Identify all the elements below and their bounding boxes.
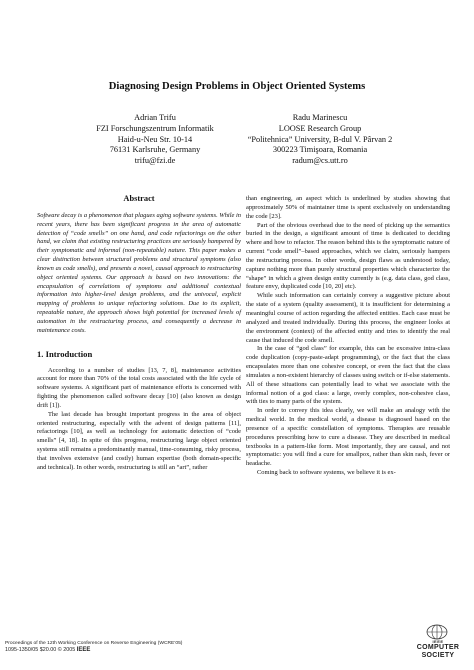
- author-affiliation: FZI Forschungszentrum Informatik: [96, 123, 214, 133]
- logo-text-top: IEEE: [432, 639, 444, 644]
- left-column: [37, 195, 241, 473]
- body-paragraph: While such information can certainly convey a suggestive picture about the state of a system (quality assessment), it is insufficient for determining a meaningful course of action regarding the affected entities. Each case must be analyzed and treated individually. During this process, the engineer looks at the environment (context) of the affected entity and tries to identify the real cause that induced the code smell.: [246, 292, 450, 344]
- abstract-text: Software decay is a phenomenon that plagues aging software systems. While in recent years, there has been significant progress in the area of automatic detection of “code smells” on one hand, and code refactorings on the other hand, we claim that existing restructuring practices are seriously hampered by their symptomatic and informal (non-repeatable) nature. This paper makes a clear distinction between structural problems and structural symptoms (also known as code smells), and presents a novel, causal approach to restructuring object oriented systems. Our approach is based on two innovations: the encapsulation of correlations of symptoms and additional contextual information into higher-level design problems, and the univocal, explicit mapping of problems to unique refactoring solutions. Due to its explicit, repeatable nature, the approach shows high potential for increased levels of automation in the restructuring process, and consequently a decrease in maintenance costs.: [37, 211, 241, 334]
- author-affiliation: LOOSE Research Group: [278, 123, 362, 133]
- computer-society-emblem-icon: [426, 624, 448, 640]
- author-address: Haid-u-Neu Str. 10-14: [117, 134, 193, 144]
- body-paragraph: In order to convey this idea clearly, we will make an analogy with the medical world. In the medical world, a disease is diagnosed based on the presence of a specific constellation of symptoms. Therapies are reusable procedures prescribing how to cure a disease. They are described in medical textbooks in a pattern-like form. Most importantly, they are causal, and not symptomatic: you will find a cure for smallpox, rather than skin rash, fever or headache.: [246, 407, 450, 468]
- author-block-2: [225, 113, 415, 167]
- author-city: 76131 Karlsruhe, Germany: [109, 145, 201, 155]
- body-paragraph: In the case of “god class” for example, this can be excessive intra-class code duplication (copy-paste-adapt programming), or the fact that the class encapsulates more than one cohesive concept, or even the fact that the class simulates a non-existent hierarchy of classes using switch or if-else statements. All of these situations can potentially lead to what we associate with the informal notion of a god class: a large, overly complex, non-cohesive class, with ties to many parts of the system.: [246, 345, 450, 406]
- body-paragraph: The last decade has brought important progress in the area of object oriented restructuring, especially with the advent of design patterns [11], refactorings [10], as well as technology for automatic detection of “code smells” [4, 18]. In spite of this progress, restructuring large object oriented systems still remains a predominantly manual, time-consuming, risky process, that involves extensive (and costly) human expertise (both domain-specific and technical). In other words, restructuring is still an “art”, rather: [37, 410, 241, 471]
- author-block-1: [60, 113, 250, 167]
- logo-text-bottom: SOCIETY: [421, 652, 455, 659]
- paper-title: Diagnosing Design Problems in Object Oriented Systems: [108, 81, 366, 92]
- author-email: radum@cs.utt.ro: [292, 156, 348, 166]
- proceedings-line: Proceedings of the 12th Working Conference on Reverse Engineering (WCRE’05): [5, 641, 183, 646]
- abstract-heading: Abstract: [123, 194, 155, 203]
- body-paragraph: According to a number of studies [13, 7, 8], maintenance activities account for more than 70% of the total costs associated with the life cycle of software systems. A significant part of maintenance efforts is concerned with fighting the phenomenon called software decay [10] (also known as design drift [1]).: [37, 366, 241, 409]
- copyright-text: 1095-1350/05 $20.00 © 2005: [5, 647, 76, 653]
- author-city: 300223 Timişoara, Romania: [272, 145, 368, 155]
- author-address: “Politehnica” University, B-dul V. Pârvan 2: [247, 134, 393, 144]
- body-paragraph: Coming back to software systems, we believe it is ex-: [257, 469, 396, 477]
- logo-text-middle: COMPUTER: [416, 644, 460, 651]
- body-paragraph: Part of the obvious overhead due to the need of picking up the semantics buried in the design, a significant amount of time is dedicated to deciding where and how to refactor. The reason behind this is the symptomatic nature of current “code smell”–based approaches, which we claim, seriously hampers the restructuring process. In other words, design flaws as understood today, capture nothing more than purely structural properties which characterize the “shape” in which a given design entity currently is (e.g. data class, god class, feature envy, duplicated code [10, 20] etc).: [246, 221, 450, 291]
- copyright-line: [5, 647, 182, 653]
- author-name: Adrian Trifu: [134, 113, 176, 122]
- ieee-mark: IEEE: [76, 647, 91, 653]
- section-heading: 1. Introduction: [37, 348, 93, 359]
- computer-society-logo: [412, 624, 464, 664]
- author-email: trifu@fzi.de: [134, 156, 176, 166]
- proceedings-footer: [5, 641, 182, 653]
- right-column: [246, 195, 450, 478]
- author-name: Radu Marinescu: [292, 113, 348, 122]
- body-paragraph: than engineering, an aspect which is underlined by studies showing that approximately 50% of maintainer time is spent exclusively on understanding the code [23].: [246, 195, 450, 220]
